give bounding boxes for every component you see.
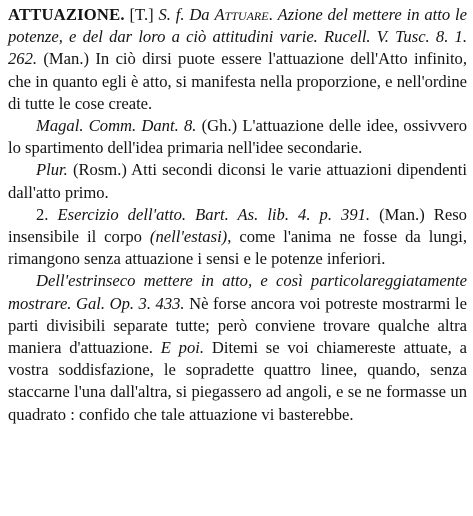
inline-note: (nell'estasi) [149,227,228,247]
citation: Gal. Op. 3. 433. [76,293,185,313]
subentry-galileo [8,270,467,425]
quotation-part-b: Ditemi se voi chiamereste attuate, a vostra soddisfazione, le sopradette quattro linee, quando, senza staccarne l'una dall'altra, si piegassero ad angoli, e se ne formasse un quadrato : confido che tale attuazione vi basterebbe. [8,338,468,424]
definition: Azione del mettere in atto le potenze, e del dar loro a ciò attitudini varie. [8,5,467,47]
etymology-word: Attuare [214,5,269,24]
citation-source: (Man.) [43,49,90,69]
citation-continuation: E poi. [160,338,205,358]
definition: Esercizio dell'atto. [57,204,187,224]
definition: Dell'estrinseco mettere in atto, e così particolareggiatamente mostrare. [8,271,467,313]
grammar-label: S. f. [158,5,185,24]
entry-attuazione: ATTUAZIONE. [T.] S. f. Da Attuare. Azione del mettere in atto le potenze, e del dar loro a ciò attitudini varie. Rucell. V. Tusc. 8. 1. 262. (Man.) In ciò dirsi puote essere l'attuazione dell'Atto infinito, che in quanto egli è atto, si manifesta nella proporzione, e nell'ordine di tutte le cose create. [8,5,467,113]
sense-number: 2. [36,204,49,224]
subentry-plural [8,159,467,203]
citation: Magal. Comm. Dant. 8. [36,116,197,136]
sense-2 [8,204,467,271]
quotation: In ciò dirsi puote essere l'attuazione dell'Atto infinito, che in quanto egli è atto, si manifesta nella proporzione, e nell'ordine di tutte le cose create. [8,49,467,113]
entry-tag: [T.] [129,5,154,24]
quotation-part-a: Reso insensibile il corpo [8,204,467,247]
quotation-part-a: Nè forse ancora voi potreste mostrarmi le parti divisibili separate tutte; però conviene trovare qualche altra maniera d'attuazione. [8,293,467,358]
etymology-prefix: Da [189,5,210,24]
quotation: L'attuazione delle idee, ossivvero lo spartimento dell'idea primaria nell'idee secondarie. [8,116,467,158]
citation-source: (Man.) [379,204,425,224]
quotation: Atti secondi diconsi le varie attuazioni dipendenti dall'atto primo. [8,160,467,202]
quotation-part-b: , come l'anima ne fosse da lungi, rimangono senza attuazione i sensi e le potenze inferiori. [8,227,467,269]
citation-source: (Rosm.) [72,160,127,180]
citation-source: (Gh.) [201,116,238,136]
grammar-label: Plur. [36,160,68,180]
subentry-magalotti [8,115,467,159]
citation: Bart. As. lib. 4. p. 391. [195,204,371,224]
citation: Rucell. V. Tusc. 8. 1. 262. [8,27,467,69]
headword: ATTUAZIONE. [8,5,125,24]
